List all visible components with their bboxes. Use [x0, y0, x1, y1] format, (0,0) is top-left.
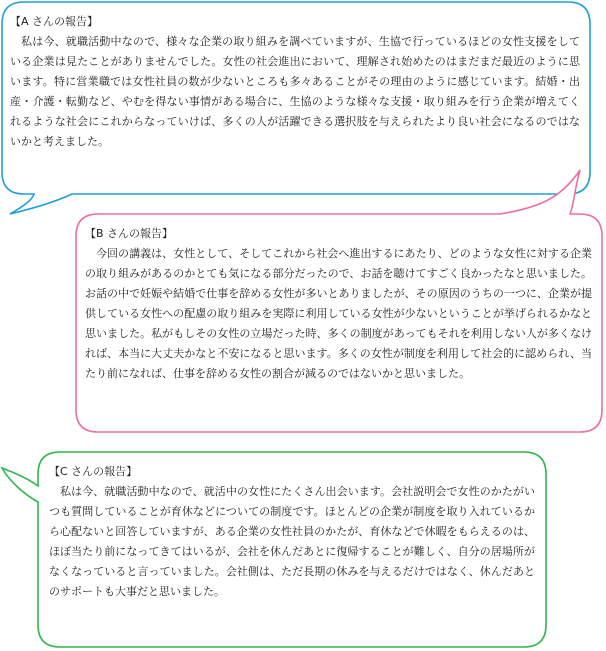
- report-c: [49, 462, 535, 602]
- report-c-heading: 【C さんの報告】: [49, 465, 138, 478]
- report-a-body: 私は今、就職活動中なので、様々な企業の取り組みを調べていますが、生協で行っているほどの女性支援をしている企業は見たことがありませんでした。女性の社会進出において、理解され始めたのはまだまだ最近のように思います。特に営業職では女性社員の数が少ないところも多々あることがその理由のように感じています。結婚・出産・介護・転勤など、やむを得ない事情がある場合に、生協のような様々な支援・取り組みを行う企業が増えてくれるような社会にこれからなっていけば、多くの人が活躍できる選択肢を与えられたより良い社会になるのではないかと考えました。: [10, 35, 580, 148]
- report-b: [85, 224, 592, 384]
- report-a: [10, 12, 580, 152]
- report-b-heading: 【B さんの報告】: [85, 227, 174, 240]
- report-a-heading: 【A さんの報告】: [10, 15, 99, 28]
- report-c-body: 私は今、就職活動中なので、就活中の女性にたくさん出会います。会社説明会で女性のかたがいつも質問していることが育休などについての制度です。ほとんどの企業が制度を取り入れているから心配ないと回答していますが、ある企業の女性社員のかたが、育休などで休暇をもらえるのは、ほぼ当たり前になってきてはいるが、会社を休んだあとに復帰することが難しく、自分の居場所がなくなっていると言っていました。会社側は、ただ長期の休みを与えるだけではなく、休んだあとのサポートも大事だと思いました。: [49, 485, 535, 598]
- report-b-body: 今回の講義は、女性として、そしてこれから社会へ進出するにあたり、どのような女性に対する企業の取り組みがあるのかとても気になる部分だったので、お話を聴けてすごく良かったなと思いました。お話の中で妊娠や結婚で仕事を辞める女性が多いとありましたが、その原因のうちの一つに、企業が提供している女性への配慮の取り組みを実際に利用している女性が少ないということが挙げられるかなと思いました。私がもしその女性の立場だった時、多くの制度があってもそれを利用しない人が多くなければ、本当に大丈夫かなと不安になると思います。多くの女性が制度を利用して社会的に認められ、当たり前になれば、仕事を辞める女性の割合が減るのではないかと思いました。: [85, 247, 592, 380]
